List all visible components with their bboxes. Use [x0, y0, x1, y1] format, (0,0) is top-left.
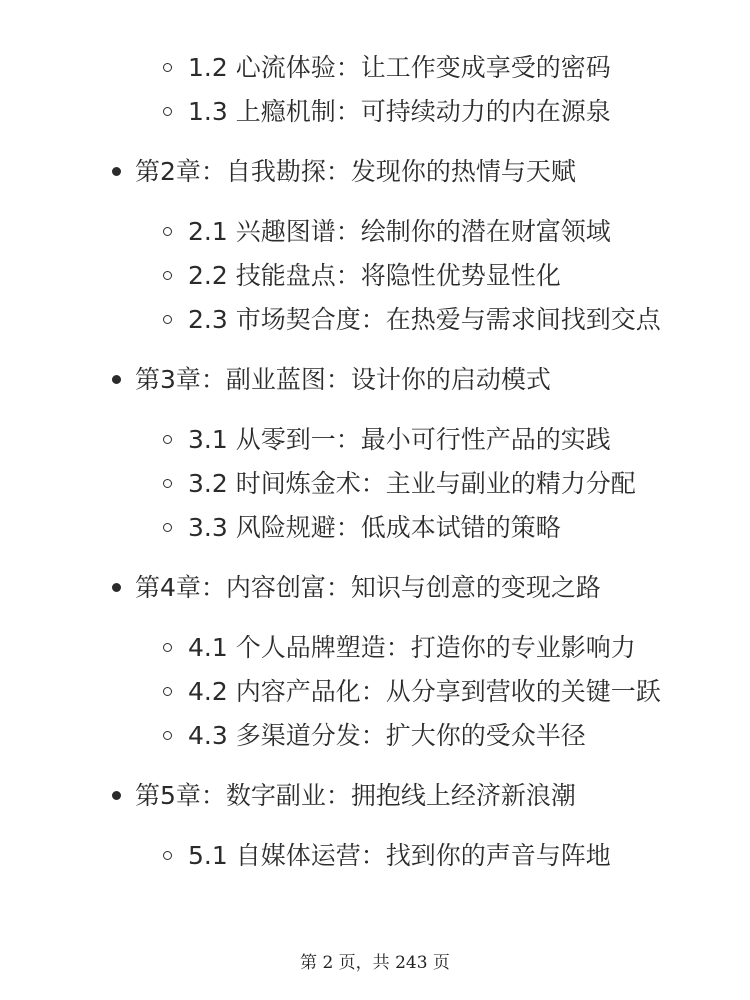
toc-subsection-3-2[interactable]: [0, 464, 750, 504]
toc-chapter-3: [0, 358, 750, 548]
hollow-bullet-icon: [163, 271, 172, 280]
chapter-2-subsections: [0, 212, 750, 340]
toc-subsection-label: 1.3 上瘾机制：可持续动力的内在源泉: [188, 97, 611, 126]
toc-subsection-5-1[interactable]: [0, 836, 750, 876]
toc-chapter-label: 第2章：自我勘探：发现你的热情与天赋: [135, 157, 576, 186]
chapter-5-subsections: [0, 836, 750, 876]
toc-subsection-4-2[interactable]: [0, 672, 750, 712]
toc-chapter-5: [0, 774, 750, 876]
toc-chapter-heading[interactable]: [0, 774, 750, 818]
filled-bullet-icon: [112, 375, 121, 384]
toc-subsection-3-1[interactable]: [0, 420, 750, 460]
hollow-bullet-icon: [163, 687, 172, 696]
hollow-bullet-icon: [163, 227, 172, 236]
toc-subsection-label: 3.2 时间炼金术：主业与副业的精力分配: [188, 469, 636, 498]
toc-subsection-label: 3.1 从零到一：最小可行性产品的实践: [188, 425, 611, 454]
toc-chapter-heading[interactable]: [0, 150, 750, 194]
toc-subsection-label: 4.1 个人品牌塑造：打造你的专业影响力: [188, 633, 636, 662]
toc-chapter-4: [0, 566, 750, 756]
hollow-bullet-icon: [163, 479, 172, 488]
hollow-bullet-icon: [163, 63, 172, 72]
toc-subsection-label: 4.3 多渠道分发：扩大你的受众半径: [188, 721, 586, 750]
hollow-bullet-icon: [163, 107, 172, 116]
toc-chapter-2: [0, 150, 750, 340]
toc-subsection-1-3[interactable]: [0, 92, 750, 132]
toc-subsection-1-2[interactable]: [0, 48, 750, 88]
toc-subsection-label: 2.3 市场契合度：在热爱与需求间找到交点: [188, 305, 661, 334]
toc-subsection-label: 1.2 心流体验：让工作变成享受的密码: [188, 53, 611, 82]
toc-subsection-label: 2.2 技能盘点：将隐性优势显性化: [188, 261, 561, 290]
hollow-bullet-icon: [163, 851, 172, 860]
hollow-bullet-icon: [163, 315, 172, 324]
toc-subsection-2-1[interactable]: [0, 212, 750, 252]
table-of-contents: [0, 48, 750, 880]
toc-chapter-label: 第3章：副业蓝图：设计你的启动模式: [135, 365, 551, 394]
toc-chapter-heading[interactable]: [0, 566, 750, 610]
toc-chapter-label: 第4章：内容创富：知识与创意的变现之路: [135, 573, 601, 602]
chapter-4-subsections: [0, 628, 750, 756]
hollow-bullet-icon: [163, 523, 172, 532]
toc-chapter-label: 第5章：数字副业：拥抱线上经济新浪潮: [135, 781, 576, 810]
toc-chapter-heading[interactable]: [0, 358, 750, 402]
hollow-bullet-icon: [163, 643, 172, 652]
toc-subsection-2-3[interactable]: [0, 300, 750, 340]
filled-bullet-icon: [112, 583, 121, 592]
page-number-footer: 第 2 页，共 243 页: [300, 953, 450, 973]
filled-bullet-icon: [112, 791, 121, 800]
toc-subsection-label: 4.2 内容产品化：从分享到营收的关键一跃: [188, 677, 661, 706]
toc-subsection-label: 5.1 自媒体运营：找到你的声音与阵地: [188, 841, 611, 870]
hollow-bullet-icon: [163, 731, 172, 740]
toc-subsection-label: 3.3 风险规避：低成本试错的策略: [188, 513, 561, 542]
hollow-bullet-icon: [163, 435, 172, 444]
chapter-1-subsections: [0, 48, 750, 132]
toc-subsection-3-3[interactable]: [0, 508, 750, 548]
toc-subsection-4-1[interactable]: [0, 628, 750, 668]
toc-subsection-label: 2.1 兴趣图谱：绘制你的潜在财富领域: [188, 217, 611, 246]
toc-subsection-4-3[interactable]: [0, 716, 750, 756]
chapter-3-subsections: [0, 420, 750, 548]
filled-bullet-icon: [112, 167, 121, 176]
toc-subsection-2-2[interactable]: [0, 256, 750, 296]
